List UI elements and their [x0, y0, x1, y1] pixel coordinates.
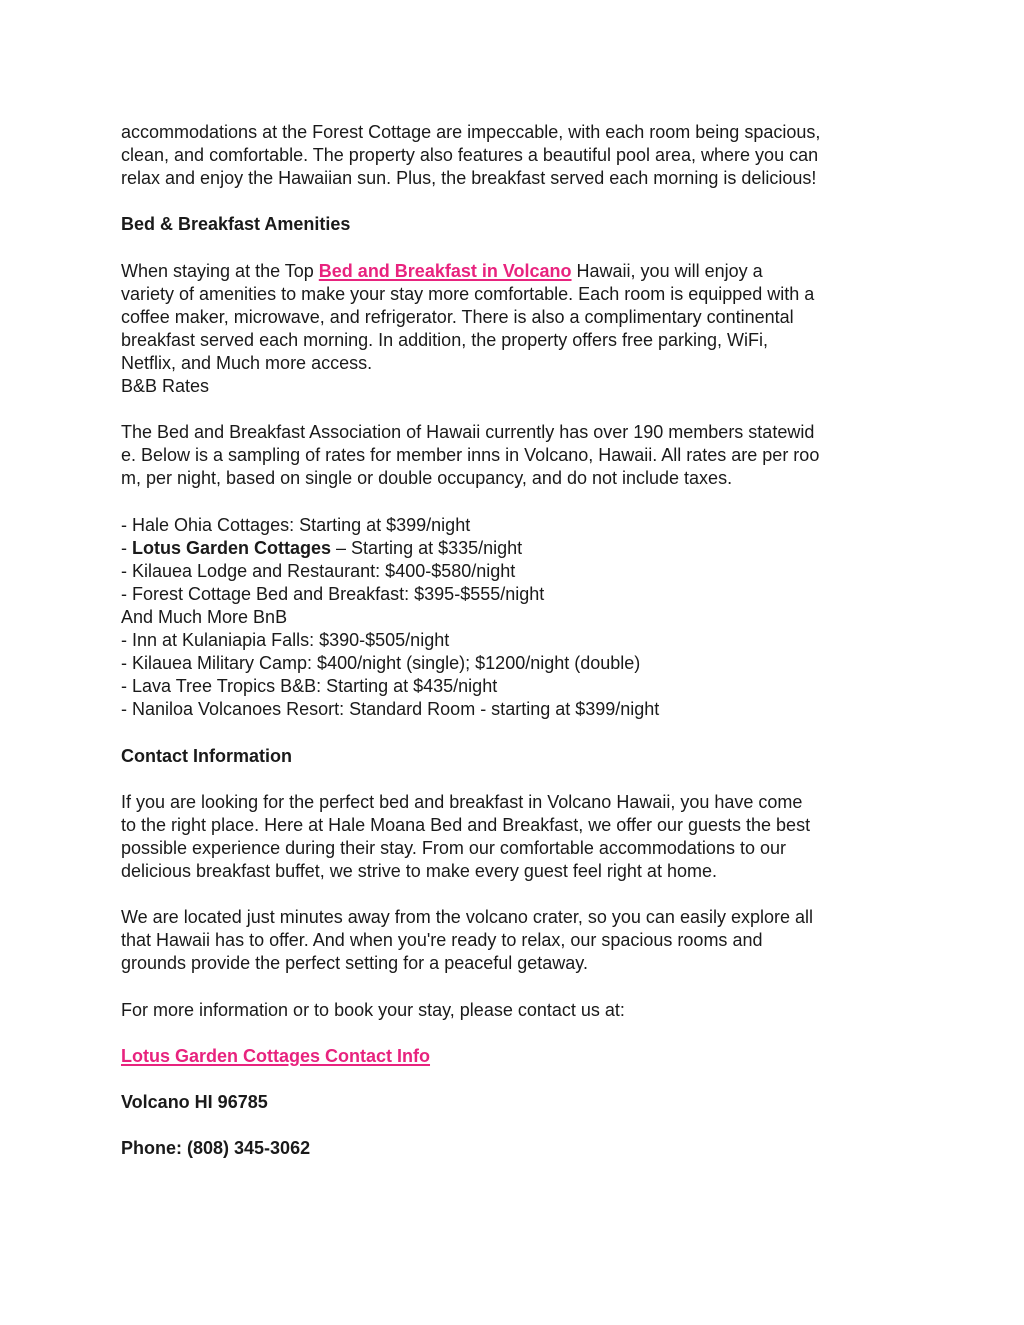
rates-list	[121, 514, 921, 722]
contact-line: that Hawaii has to offer. And when you're ready to relax, our spacious rooms and	[121, 930, 763, 951]
amenities-line: variety of amenities to make your stay more comfortable. Each room is equipped with a	[121, 283, 815, 304]
contact-link-paragraph	[121, 1045, 921, 1068]
contact-line: possible experience during their stay. From our comfortable accommodations to our	[121, 837, 786, 858]
amenities-text: When staying at the Top	[121, 260, 319, 281]
amenities-line	[121, 260, 921, 283]
contact-heading	[121, 745, 921, 768]
rates-line: e. Below is a sampling of rates for member inns in Volcano, Hawaii. All rates are per roo	[121, 445, 820, 466]
contact-line: delicious breakfast buffet, we strive to make every guest feel right at home.	[121, 861, 717, 881]
contact-paragraph-2	[121, 906, 921, 975]
list-item: And Much More BnB	[121, 606, 288, 627]
list-item-prefix: -	[121, 537, 132, 558]
amenities-line: coffee maker, microwave, and refrigerator. There is also a complimentary continental	[121, 306, 794, 327]
contact-line: We are located just minutes away from the volcano crater, so you can easily explore all	[121, 907, 814, 928]
list-item-bold: Lotus Garden Cottages	[132, 537, 332, 558]
list-item: - Hale Ohia Cottages: Starting at $399/night	[121, 514, 471, 535]
intro-line: clean, and comfortable. The property also features a beautiful pool area, where you can	[121, 145, 819, 166]
list-item: - Naniloa Volcanoes Resort: Standard Room - starting at $399/night	[121, 699, 660, 720]
contact-info-link[interactable]: Lotus Garden Cottages Contact Info	[121, 1045, 431, 1066]
contact-paragraph-3	[121, 999, 921, 1022]
bed-and-breakfast-link[interactable]: Bed and Breakfast in Volcano	[318, 260, 572, 281]
amenities-heading	[121, 213, 921, 236]
address-text: Volcano HI 96785	[121, 1091, 268, 1112]
intro-line: accommodations at the Forest Cottage are impeccable, with each room being spacious,	[121, 122, 821, 142]
rates-line: m, per night, based on single or double occupancy, and do not include taxes.	[121, 468, 733, 489]
amenities-line: breakfast served each morning. In addition, the property offers free parking, WiFi,	[121, 329, 768, 350]
contact-line: For more information or to book your stay, please contact us at:	[121, 999, 625, 1020]
list-item: - Forest Cottage Bed and Breakfast: $395-$555/night	[121, 583, 545, 604]
list-item: - Kilauea Lodge and Restaurant: $400-$580/night	[121, 560, 516, 581]
rates-label: B&B Rates	[121, 376, 210, 397]
list-item: - Inn at Kulaniapia Falls: $390-$505/night	[121, 630, 450, 651]
document-page	[121, 121, 921, 1183]
rates-paragraph	[121, 421, 921, 490]
amenities-heading-text: Bed & Breakfast Amenities	[121, 214, 351, 235]
phone-text: Phone: (808) 345-3062	[121, 1138, 311, 1159]
contact-line: grounds provide the perfect setting for a peaceful getaway.	[121, 953, 588, 974]
contact-line: If you are looking for the perfect bed and breakfast in Volcano Hawaii, you have come	[121, 791, 803, 812]
phone	[121, 1137, 921, 1160]
address	[121, 1091, 921, 1114]
list-item	[121, 537, 921, 560]
contact-line: to the right place. Here at Hale Moana Bed and Breakfast, we offer our guests the best	[121, 814, 811, 835]
amenities-line: Netflix, and Much more access.	[121, 352, 373, 373]
amenities-paragraph	[121, 260, 921, 399]
contact-heading-text: Contact Information	[121, 745, 292, 766]
intro-paragraph	[121, 121, 921, 190]
list-item: - Kilauea Military Camp: $400/night (single); $1200/night (double)	[121, 653, 641, 674]
amenities-text: Hawaii, you will enjoy a	[571, 260, 763, 281]
list-item: - Lava Tree Tropics B&B: Starting at $435/night	[121, 676, 498, 697]
rates-line: The Bed and Breakfast Association of Hawaii currently has over 190 members statewid	[121, 422, 815, 443]
list-item-rest: – Starting at $335/night	[331, 537, 523, 558]
intro-line: relax and enjoy the Hawaiian sun. Plus, the breakfast served each morning is delicious!	[121, 168, 817, 189]
contact-paragraph-1	[121, 791, 921, 883]
